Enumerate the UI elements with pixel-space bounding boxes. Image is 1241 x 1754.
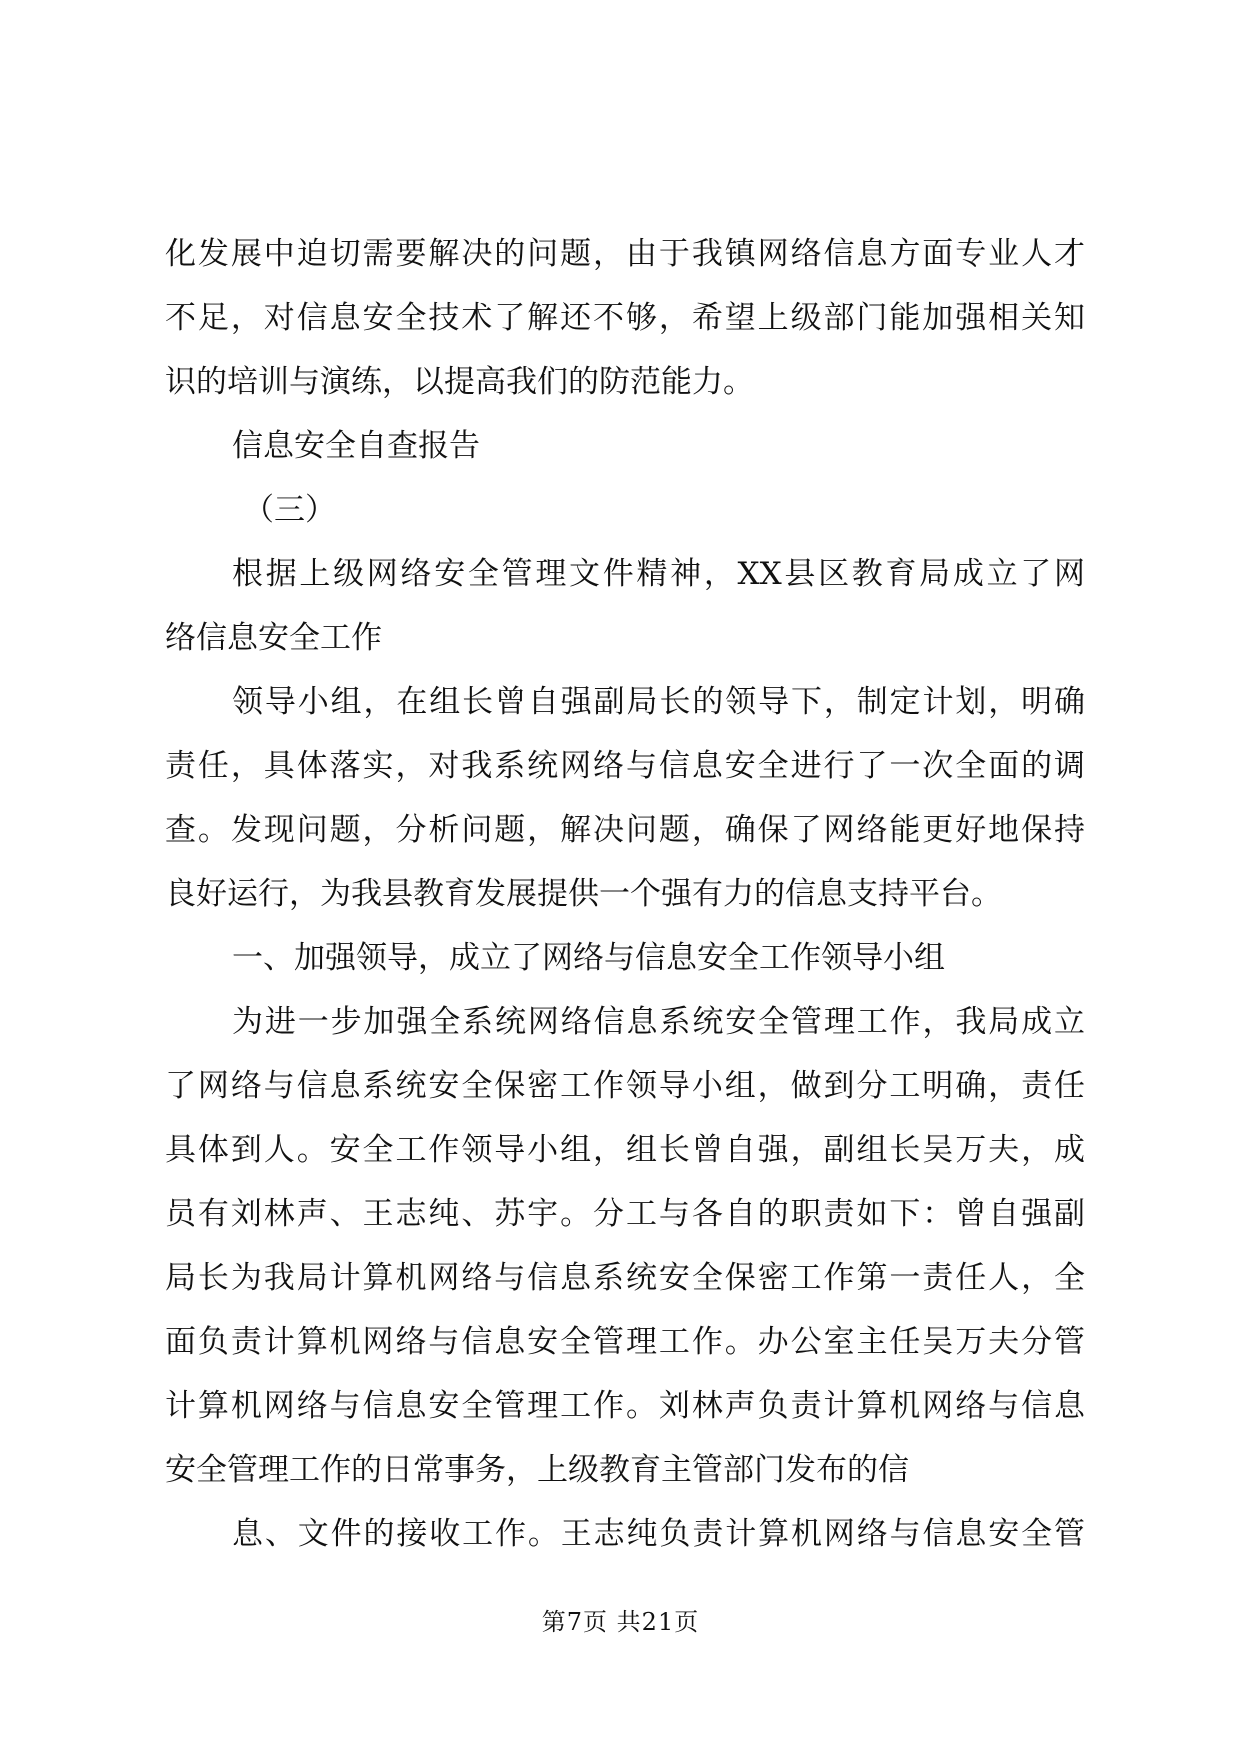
text-line: 具体到人。安全工作领导小组，组长曾自强，副组长吴万夫，成 <box>165 1132 1085 1168</box>
text-line: 良好运行，为我县教育发展提供一个强有力的信息支持平台。 <box>165 876 1002 912</box>
text-line: 络信息安全工作 <box>165 620 382 656</box>
text-line: 识的培训与演练，以提高我们的防范能力。 <box>165 364 754 400</box>
text-line: 了网络与信息系统安全保密工作领导小组，做到分工明确，责任 <box>165 1068 1085 1104</box>
text-line: 局长为我局计算机网络与信息系统安全保密工作第一责任人，全 <box>165 1260 1085 1296</box>
text-line: 查。发现问题，分析问题，解决问题，确保了网络能更好地保持 <box>165 812 1085 848</box>
page-footer: 第7页 共21页 <box>541 1608 700 1636</box>
text-line: 员有刘林声、王志纯、苏宇。分工与各自的职责如下：曾自强副 <box>165 1196 1085 1232</box>
text-line: 计算机网络与信息安全管理工作。刘林声负责计算机网络与信息 <box>165 1388 1085 1424</box>
text-line: 责任，具体落实，对我系统网络与信息安全进行了一次全面的调 <box>165 748 1085 784</box>
text-line: 化发展中迫切需要解决的问题，由于我镇网络信息方面专业人才 <box>165 236 1085 272</box>
section-number: （三） <box>243 492 336 528</box>
text-line: 息、文件的接收工作。王志纯负责计算机网络与信息安全管 <box>232 1516 1085 1552</box>
text-line: 领导小组，在组长曾自强副局长的领导下，制定计划，明确 <box>232 684 1085 720</box>
section-heading: 一、加强领导，成立了网络与信息安全工作领导小组 <box>232 940 945 976</box>
text-line: 面负责计算机网络与信息安全管理工作。办公室主任吴万夫分管 <box>165 1324 1085 1360</box>
text-line: 安全管理工作的日常事务，上级教育主管部门发布的信 <box>165 1452 909 1488</box>
section-heading: 信息安全自查报告 <box>232 428 480 464</box>
text-line: 不足，对信息安全技术了解还不够，希望上级部门能加强相关知 <box>165 300 1085 336</box>
document-body <box>165 222 1085 1566</box>
text-line: 根据上级网络安全管理文件精神，XX县区教育局成立了网 <box>232 556 1085 592</box>
text-line: 为进一步加强全系统网络信息系统安全管理工作，我局成立 <box>232 1004 1085 1040</box>
